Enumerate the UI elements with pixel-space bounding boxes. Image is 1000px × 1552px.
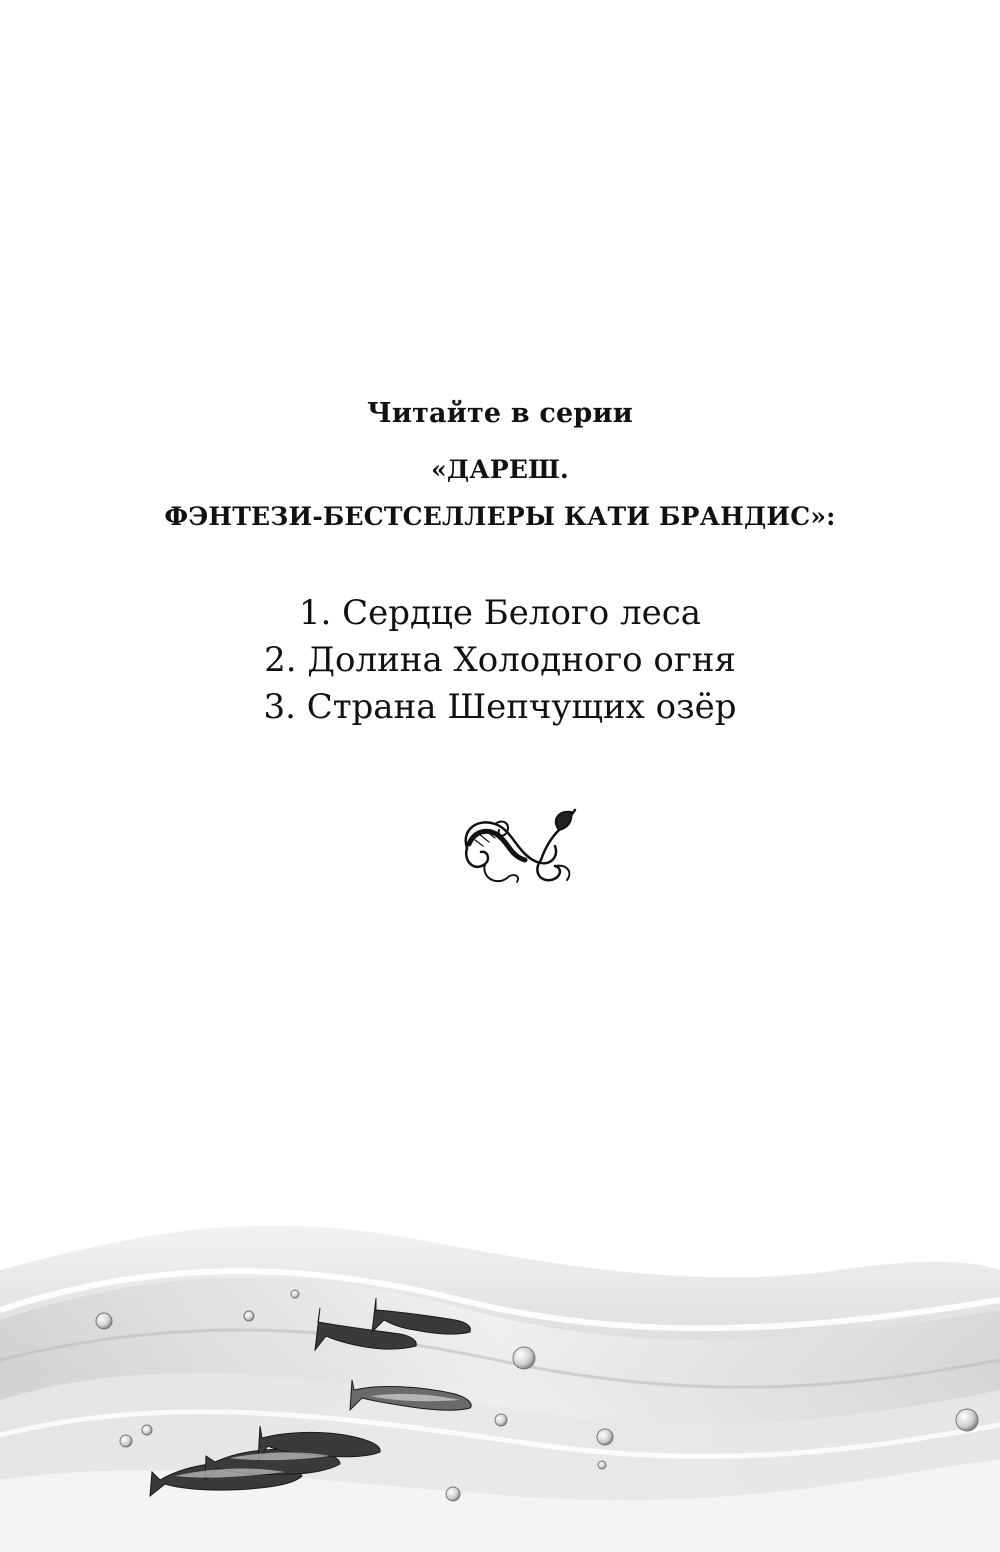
series-title-line-1: «ДАРЕШ.: [431, 455, 569, 484]
book-item-1: 1. Сердце Белого леса: [298, 593, 702, 633]
book-item-2: 2. Долина Холодного огня: [264, 640, 736, 680]
series-title-line-2: ФЭНТЕЗИ-БЕСТСЕЛЛЕРЫ КАТИ БРАНДИС»:: [164, 502, 836, 531]
book-list: [0, 590, 1000, 731]
read-in-series-heading: Читайте в серии: [367, 398, 633, 429]
flourish-ornament-icon: [455, 800, 585, 890]
book-item-3: 3. Страна Шепчущих озёр: [263, 687, 737, 727]
fish-in-water-illustration: [0, 1200, 1000, 1552]
